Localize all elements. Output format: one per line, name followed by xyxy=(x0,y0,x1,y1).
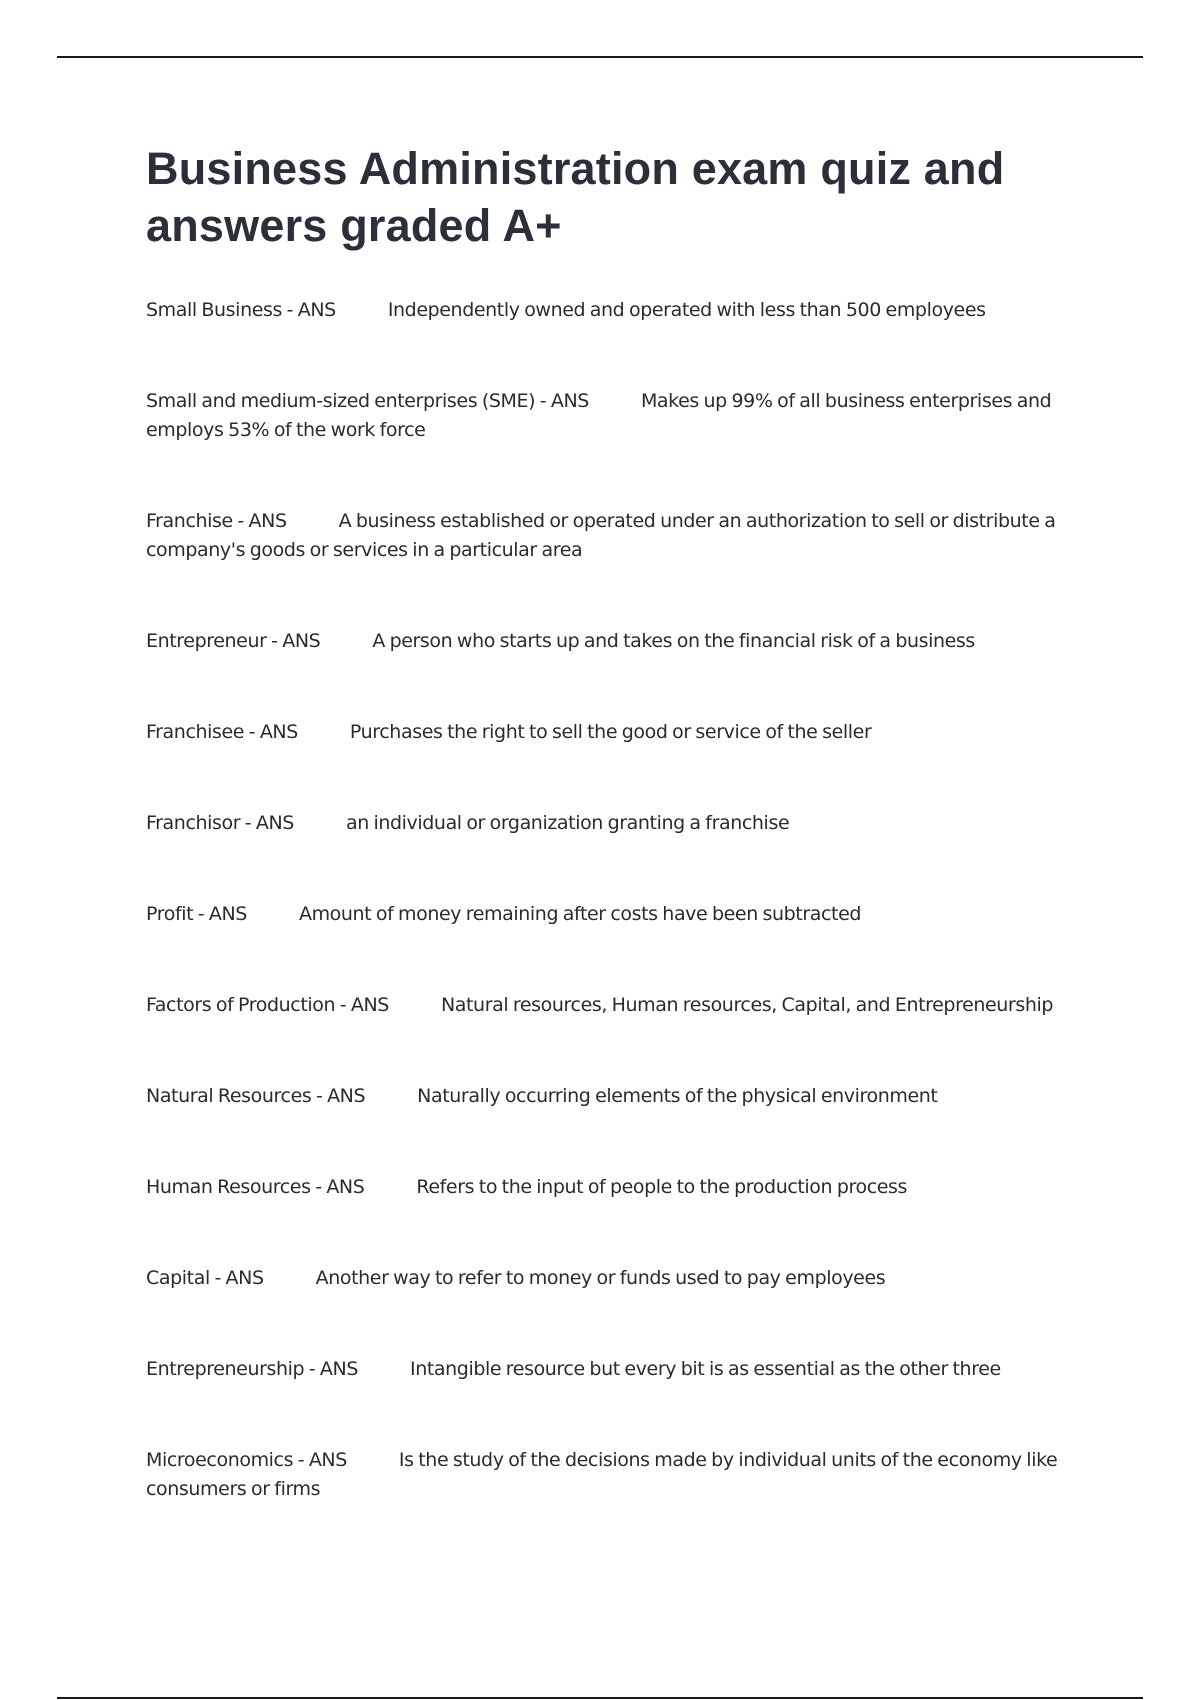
qa-item xyxy=(146,1355,1066,1384)
qa-answer: Makes up 99% of all business enterprises and employs 53% of the work force xyxy=(146,390,1052,441)
qa-answer: Amount of money remaining after costs have been subtracted xyxy=(298,903,862,925)
qa-term: Capital - ANS xyxy=(146,1267,264,1289)
qa-item xyxy=(146,718,1066,747)
qa-term: Profit - ANS xyxy=(146,903,247,925)
document-body xyxy=(146,140,1066,1504)
qa-answer: Is the study of the decisions made by individual units of the economy like consumers or firms xyxy=(146,1449,1058,1500)
top-rule xyxy=(57,56,1143,58)
qa-item xyxy=(146,1173,1066,1202)
qa-term: Natural Resources - ANS xyxy=(146,1085,366,1107)
qa-answer: Naturally occurring elements of the physical environment xyxy=(417,1085,938,1107)
qa-item xyxy=(146,1446,1066,1504)
qa-term: Small and medium-sized enterprises (SME) - ANS xyxy=(146,390,589,412)
qa-term: Small Business - ANS xyxy=(146,299,336,321)
qa-item xyxy=(146,296,1066,325)
qa-item xyxy=(146,627,1066,656)
qa-item xyxy=(146,809,1066,838)
qa-answer: Natural resources, Human resources, Capital, and Entrepreneurship xyxy=(440,994,1054,1016)
qa-item xyxy=(146,991,1066,1020)
qa-term: Microeconomics - ANS xyxy=(146,1449,347,1471)
qa-answer: Refers to the input of people to the production process xyxy=(416,1176,908,1198)
qa-answer: Independently owned and operated with less than 500 employees xyxy=(387,299,986,321)
document-title: Business Administration exam quiz and answers graded A+ xyxy=(146,143,1005,251)
qa-item xyxy=(146,1082,1066,1111)
qa-answer: an individual or organization granting a franchise xyxy=(345,812,790,834)
qa-term: Entrepreneurship - ANS xyxy=(146,1358,358,1380)
qa-answer: Intangible resource but every bit is as essential as the other three xyxy=(410,1358,1001,1380)
qa-item xyxy=(146,507,1066,565)
qa-term: Franchise - ANS xyxy=(146,510,287,532)
qa-item xyxy=(146,387,1066,445)
qa-list xyxy=(146,296,1066,1504)
qa-item xyxy=(146,1264,1066,1293)
bottom-rule xyxy=(57,1697,1143,1699)
qa-term: Franchisor - ANS xyxy=(146,812,294,834)
qa-term: Factors of Production - ANS xyxy=(146,994,389,1016)
qa-answer: A business established or operated under an authorization to sell or distribute a company's goods or services in a particular area xyxy=(146,510,1056,561)
qa-answer: Another way to refer to money or funds used to pay employees xyxy=(315,1267,886,1289)
qa-item xyxy=(146,900,1066,929)
qa-term: Human Resources - ANS xyxy=(146,1176,365,1198)
qa-answer: Purchases the right to sell the good or service of the seller xyxy=(349,721,872,743)
qa-answer: A person who starts up and takes on the financial risk of a business xyxy=(372,630,975,652)
qa-term: Entrepreneur - ANS xyxy=(146,630,321,652)
qa-term: Franchisee - ANS xyxy=(146,721,298,743)
